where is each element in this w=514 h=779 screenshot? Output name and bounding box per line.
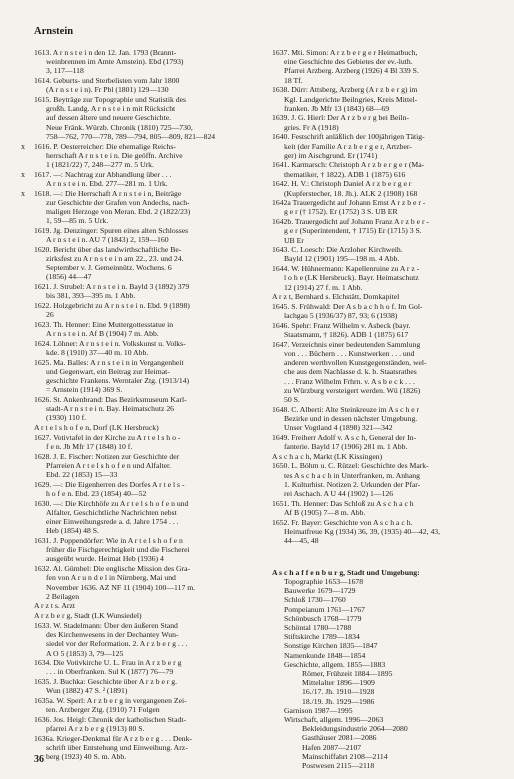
entry-line: Bezirke und in dessen nächster Umgebung. xyxy=(284,413,418,423)
bibliography-entry xyxy=(34,339,262,357)
entry-line: rei Aschach. A U 44 (1902) 1—126 xyxy=(284,489,394,499)
entry-line: Af B (1905) 7—8 m. Abb. xyxy=(284,507,366,517)
subject-index-item: 18./19. Jh. 1929—1986 xyxy=(302,696,375,706)
subject-index-item: Postwesen 2115—2118 xyxy=(302,761,375,771)
entry-line: von . . . Büchern . . . Kunstwerken . . . und xyxy=(284,349,415,358)
entry-line: geschichte Frankens. Werntaler Ztg. (1913/14) xyxy=(46,376,190,386)
subject-index-item: Schönbusch 1768—1779 xyxy=(284,613,362,623)
entry-line: 1622. Holzgebricht zu A r n s t e i n. Ebd. 9 (1898) xyxy=(34,300,190,310)
entry-line: 1646. Spehr: Franz Wilhelm v. Asbeck (bayr. xyxy=(272,320,411,330)
entry-line: (1930) 110 f. xyxy=(46,413,87,423)
subject-index-item: Mainschiffahrt 2108—2114 xyxy=(302,751,388,761)
bibliography-entry xyxy=(34,452,262,480)
bibliography-entry xyxy=(272,433,494,451)
entry-line: lachgau 5 (1936/37) 87, 93; 6 (1938) xyxy=(284,311,398,321)
bibliography-entry xyxy=(21,188,262,226)
entry-line: 1634. Die Votivkirche U. L. Frau in A r z b e r g xyxy=(34,658,182,668)
bibliography-entry xyxy=(272,85,494,113)
entry-line: 1640. Festschrift anläßlich der 100jährigen Tätig- xyxy=(272,132,425,142)
entry-line: Staatsmann, † 1826). ADB 1 (1875) 617 xyxy=(284,330,409,340)
entry-line: berg (1923) 40 S. m. Abb. xyxy=(46,752,127,762)
entry-line: franken. Jb Mfr 13 (1843) 68—69 xyxy=(284,103,390,113)
entry-line: 1642. H. V.: Christoph Daniel A r z b e r g e r xyxy=(272,179,412,189)
entry-line: ten. Arzberger Ztg. (1910) 71 Folgen xyxy=(46,705,160,715)
entry-line: A r z t, Bernhard s. Elchstätt, Domkapitel xyxy=(272,292,400,302)
entry-line: = Arnstein (1914) 369 S. xyxy=(46,385,123,395)
entry-line: 1628. J. E. Fischer: Notizen zur Geschichte der xyxy=(34,451,180,461)
entry-line: (1856) 44—47 xyxy=(46,272,92,282)
entry-line: herrschaft A r n s t e i n. Die geöffn. Archive xyxy=(46,150,183,160)
entry-line: 1644. W. Hühnermann: Kapellenruine zu A r z - xyxy=(272,264,420,274)
entry-line: . . . Franz Wilhelm Frhrn. v. A s b e c k . . . xyxy=(284,376,415,386)
entry-line: 1642a Trauergedicht auf Johann Ernst A r z b e r - xyxy=(272,198,426,208)
entry-line: g e r (Superintendent, † 1715) Er (1715) 3 S. xyxy=(284,226,422,236)
entry-line: 44—45, 48 xyxy=(284,536,319,546)
entry-line: ausgeübt wurde. Heimat Heb (1936) 4 xyxy=(46,554,164,564)
bibliography-entry xyxy=(272,302,494,320)
bibliography-entry xyxy=(272,340,494,404)
entry-line: 1647. Verzeichnis einer bedeutenden Sammlung xyxy=(272,339,421,349)
entry-line: 1635a. W. Sperl: A r z b e r g in vergangenen Zei- xyxy=(34,696,187,706)
entry-line: September v. J. Gemeinnütz. Wochens. 6 xyxy=(46,263,172,273)
subject-index-item: Hafen 2087—2107 xyxy=(302,742,362,752)
entry-line: A s c h a c h, Markt (LK Kissingen) xyxy=(272,451,383,461)
bibliography-entry xyxy=(34,677,262,695)
entry-line: 1637. Mti. Simon: A r z b e r g e r Heimatbuch, xyxy=(272,48,418,57)
entry-line: 1, 59—85 m. 5 Urk. xyxy=(46,216,109,226)
bibliography-entry xyxy=(34,564,262,601)
entry-line: 1625. Ma. Balles: A r n s t e i n in Vergangenheit xyxy=(34,357,184,367)
entry-line: UB Er xyxy=(284,235,304,245)
subject-index-item: Geschichte, allgem. 1855—1883 xyxy=(284,659,386,669)
bibliography-entry xyxy=(34,395,262,423)
entry-line: (Kupferstecher, 18. Jh.). ALK 2 (1908) 168 xyxy=(284,188,418,198)
entry-line: weinbrennen im Amte Arnstein). Ebd (1793) xyxy=(46,57,184,67)
entry-line: maligen Herzoge von Meran. Ebd. 2 (1822/23) xyxy=(46,206,191,216)
entry-line: 1630. —: Die Kirchhöfe zu A r t e l s h o f e n und xyxy=(34,498,189,508)
bibliography-entry xyxy=(34,301,262,319)
entry-line: stadt-A r n s t e i n. Bay. Heimatschutz 26 xyxy=(46,404,175,414)
entry-line: 1632. Al. Gümbel: Die englische Mission des Gra- xyxy=(34,564,191,574)
entry-line: A r z t s. Arzt xyxy=(34,601,75,611)
entry-line: bis 381, 393—395 m. 1 Abb. xyxy=(46,291,136,301)
bibliography-entry xyxy=(34,433,262,451)
subject-index-item: Wirtschaft, allgem. 1996—2063 xyxy=(284,715,384,725)
entry-line: Pfarrei Arzberg. Arzberg (1926) 4 Bl 339 S. xyxy=(284,66,419,76)
entry-line: Alfalter, Geschichtliche Nachrichten nebst xyxy=(46,507,177,517)
entry-line: 1627. Votivtafel in der Kirche zu A r t e l s h o - xyxy=(34,432,181,442)
entry-line: 1635. J. Buchka: Geschichte über A r z b e r g. xyxy=(34,677,178,687)
page-number: 36 xyxy=(34,754,44,765)
right-column xyxy=(272,48,494,770)
entry-line: Bayld 12 (1901) 195—198 m. 4 Abb. xyxy=(284,254,400,264)
bibliography-entry xyxy=(34,480,262,498)
entry-line: pfarrei A r z b e r g (1913) 80 S. xyxy=(46,724,145,734)
bibliography-entry xyxy=(34,715,262,733)
bibliography-entry xyxy=(272,452,494,461)
entry-line: 1641. Karmarsch: Christoph A r z b e r g e r (Ma- xyxy=(272,160,425,170)
margin-mark: x xyxy=(21,169,25,179)
bibliography-entry xyxy=(34,601,262,610)
bibliography-entry xyxy=(21,141,262,170)
bibliography-entry xyxy=(272,321,494,339)
bibliography-entry xyxy=(34,499,262,536)
bibliography-entry xyxy=(21,169,262,188)
bibliography-entry xyxy=(34,423,262,432)
entry-line: 1643. C. Loesch: Die Arzloher Kirchweih. xyxy=(272,245,403,255)
entry-line: 1650. L. Böhm u. C. Rützel: Geschichte des Mark- xyxy=(272,461,429,471)
bibliography-entry xyxy=(272,264,494,292)
bibliography-entry xyxy=(272,292,494,301)
entry-line: 1619. Jg. Denzinger: Spuren eines alten Schlosses xyxy=(34,225,189,235)
subject-index-item: Garnison 1987—1995 xyxy=(284,705,353,715)
entry-line: 1624. Löhner: A r n s t e i n. Volkskunst u. Volks- xyxy=(34,338,186,348)
subject-index-item: Namenkunde 1848—1854 xyxy=(284,650,366,660)
section-gap xyxy=(272,546,494,568)
entry-line: l o h e (LK Hersbruck). Bayr. Heimatschutz xyxy=(284,273,419,283)
entry-line: thematiker, † 1822). ADB 1 (1875) 616 xyxy=(284,169,406,179)
left-column xyxy=(21,48,262,762)
bibliography-entry xyxy=(34,658,262,676)
subject-index-title: A s c h a f f e n b u r g, Stadt und Umgebung: xyxy=(272,567,420,577)
bibliography-entry xyxy=(272,217,494,245)
entry-line: 2 Beilagen xyxy=(46,591,80,601)
entry-line: h o f e n. Ebd. 23 (1854) 40—52 xyxy=(46,489,147,499)
entry-line: 1620. Bericht über das landwirthschaftliche Be- xyxy=(34,244,182,254)
margin-mark: x xyxy=(21,188,25,198)
entry-line: tes A s c h a c h in Unterfranken, m. Anhang xyxy=(284,470,420,480)
entry-line: Wun (1882) 47 S. ² (1891) xyxy=(46,686,128,696)
entry-line: 1626. St. Ankenbrand: Das Bezirksmuseum Karl- xyxy=(34,395,187,405)
subject-index-list xyxy=(272,577,494,770)
entry-line: 26 xyxy=(46,310,54,320)
entry-line: 1 (1821/22) 7, 248—277 m. 5 Urk. xyxy=(46,159,154,169)
subject-index-item: Stiftskirche 1789—1834 xyxy=(284,632,360,642)
bibliography-entry xyxy=(272,179,494,197)
entry-line: 1645. S. Frühwald: Der A s b a c h h o f. Im Gol- xyxy=(272,301,423,311)
entry-line: Pfarreien A r t e l s h o f e n und Alfalter. xyxy=(46,460,172,470)
entry-line: schrift über Entstehung und Einweihung. Arz- xyxy=(46,743,188,753)
entry-line: Neue Fränk. Würzb. Chronik (1810) 725—730, xyxy=(46,122,193,132)
bibliography-entry xyxy=(272,245,494,263)
entry-line: g e r († 1752). Er (1752) 3 S. UB ER xyxy=(284,207,398,217)
entry-line: einer Einweihungsrede a. d. Jahre 1754 . . . xyxy=(46,517,179,527)
entry-line: fen von A r u n d e l in Nürnberg, Mai und xyxy=(46,573,176,583)
subject-index-item: 16./17. Jh. 1910—1928 xyxy=(302,687,375,697)
entry-line: A r n s t e i n. Af B (1904) 7 m. Abb. xyxy=(46,329,159,339)
entry-line: Heimatfreue Kg (1934) 36, 39, (1935) 40—42, 43, xyxy=(284,526,441,536)
subject-index-item: Gasthäuser 2081—2086 xyxy=(302,733,377,743)
subject-index-item: Sonstige Kirchen 1835—1847 xyxy=(284,641,378,651)
entry-line: f e n. Jb Mfr 17 (1848) 10 f. xyxy=(46,442,133,452)
entry-line: 1631. J. Poppendörfer: Wie in A r t e l s h o f e n xyxy=(34,536,183,546)
entry-line: 1636. Jos. Heigl: Chronik der katholischen Stadt- xyxy=(34,714,187,724)
subject-index-item: Topographie 1653—1678 xyxy=(284,576,364,586)
entry-line: A r n s t e i n. AU 7 (1843) 2, 159—160 xyxy=(46,235,169,245)
entry-line: anderen werthvollen Kunstgegenständen, wel- xyxy=(284,358,427,368)
bibliography-entry xyxy=(34,734,262,762)
entry-line: 758—762, 770—778, 789—794, 805—809, 821—824 xyxy=(46,131,216,141)
entry-line: 1. Kulturhist. Notizen 2. Urkunden der Pfar- xyxy=(284,479,421,489)
bibliography-entry xyxy=(34,95,262,141)
bibliography-entry xyxy=(272,461,494,498)
bibliography-entry xyxy=(272,198,494,216)
entry-line: großh. Landg. A r n s t e i n mit Rücksicht xyxy=(46,104,176,114)
entry-line: 1614. Geburts- und Sterbelisten vom Jahr 1800 xyxy=(34,76,180,86)
bibliography-entry xyxy=(34,282,262,300)
entry-line: 1642b. Trauergedicht auf Johann Franz A r z b e r - xyxy=(272,217,429,227)
right-entries xyxy=(272,48,494,545)
entry-line: früher die Fischgerechtigkeit und die Fischerei xyxy=(46,545,190,555)
entry-line: 1651. Th. Henner: Das Schloß zu A s c h a c h xyxy=(272,498,414,508)
entry-line: 1613. A r n s t e i n den 12. Jan. 1793 (Brannt- xyxy=(34,48,177,57)
entry-line: A r z b e r g, Stadt (LK Wunsiedel) xyxy=(34,611,142,621)
entry-line: 1633. W. Stadelmann: Über den äußeren Stand xyxy=(34,620,178,630)
entry-line: 1636a. Krieger-Denkmal für A r z b e r g . . . Denk- xyxy=(34,733,193,743)
bibliography-entry xyxy=(34,76,262,94)
entry-line: Heb (1854) 48 S. xyxy=(46,526,99,536)
bibliography-entry xyxy=(34,320,262,338)
entry-line: 1638. Dürr: Attsberg, Arzberg (A r z b e r g) im xyxy=(272,85,418,95)
entry-line: A r n s t e i n. Ebd. 277—281 m. 1 Urk. xyxy=(46,178,168,188)
entry-line: fanterie. Bayld 17 (1906) 281 m. 1 Abb. xyxy=(284,442,408,452)
entry-line: auf dessen ältere und neuere Geschichte. xyxy=(46,113,172,123)
entry-line: keit (der Familie A r z b e r g e r, Artzber- xyxy=(284,141,412,151)
entry-line: 1648. C. Alberti: Alte Steinkreuze im A s c h e r xyxy=(272,404,420,414)
entry-line: Kgl. Landgerichte Beilngries, Kreis Mittel- xyxy=(284,94,418,104)
bibliography-entry xyxy=(34,696,262,714)
entry-line: kde. 8 (1910) 37—40 m. 10 Abb. xyxy=(46,348,149,357)
bibliography-entry xyxy=(34,611,262,620)
subject-index-item: Mittelalter 1896—1909 xyxy=(302,678,375,688)
entry-line: November 1636. AZ NF 11 (1904) 100—117 m. xyxy=(46,582,196,592)
entry-line: Ebd. 22 (1853) 15—33 xyxy=(46,470,118,480)
bibliography-entry xyxy=(272,518,494,546)
entry-line: 1623. Th. Henner: Eine Muttergottesstatue in xyxy=(34,319,174,329)
entry-line: ger) im Aischgrund. Er (1741) xyxy=(284,150,378,160)
subject-index-item: Schöntal 1780—1788 xyxy=(284,622,352,632)
entry-line: A O 5 (1853) 3, 79—125 xyxy=(46,648,124,658)
entry-line: 1618. —: Die Herrschaft A r n s t e i n, Beiträge xyxy=(34,188,182,198)
entry-line: Unser Vogtland 4 (1898) 321—342 xyxy=(284,423,393,433)
entry-line: 3, 117—118 xyxy=(46,66,84,76)
entry-line: 18 Tf. xyxy=(284,75,303,85)
entry-line: eine Geschichte des Gebietes der ev.-luth. xyxy=(284,57,413,67)
bibliography-entry xyxy=(272,48,494,85)
entry-line: 1652. Fr. Bayer: Geschichte von A s c h a c h. xyxy=(272,517,413,527)
bibliography-entry xyxy=(272,499,494,517)
bibliography-entry xyxy=(34,358,262,395)
entry-line: zirksfest zu A r n s t e i n am 22., 23. und 24. xyxy=(46,253,184,263)
entry-line: 12 (1914) 27 f. m. 1 Abb. xyxy=(284,282,363,292)
entry-line: 1639. J. G. Hierl: Der A r z b e r g bei Beiln- xyxy=(272,113,410,123)
bibliography-entry xyxy=(272,113,494,131)
entry-line: gries. Fr A (1918) xyxy=(284,122,339,132)
entry-line: zu Würzburg versteigert werden. Wü (1826) xyxy=(284,385,421,395)
entry-line: 1629. —: Die Eigenherren des Dorfes A r t e l s - xyxy=(34,479,185,489)
bibliography-entry xyxy=(34,621,262,658)
subject-index-item: Pompeianum 1761—1767 xyxy=(284,604,365,614)
bibliography-entry xyxy=(34,536,262,564)
subject-index-item: Schloß 1730—1760 xyxy=(284,595,346,605)
entry-line: (A r n s t e i n). Fr Pbl (1801) 129—130 xyxy=(46,85,169,95)
entry-line: 50 S. xyxy=(284,395,300,405)
entry-line: A r t e l s h o f e n, Dorf (LK Hersbruck) xyxy=(34,423,159,433)
subject-index-item: Römer, Frühzeit 1884—1895 xyxy=(302,669,393,678)
entry-line: . . . in Oberfranken. Sul K (1877) 76—79 xyxy=(46,667,174,677)
entry-line: 1621. J. Strubel: A r n s t e i n. Bayld 3 (1892) 379 xyxy=(34,282,190,292)
subject-index-item: Bekleidungsindustrie 2064—2080 xyxy=(302,724,408,734)
entry-line: 1649. Freiherr Adolf v. A s c h, General der In- xyxy=(272,432,417,442)
bibliography-entry xyxy=(34,48,262,76)
margin-mark: x xyxy=(21,141,25,151)
entry-line: che aus dem Nachlasse d. k. b. Staatsrathes xyxy=(284,367,417,377)
bibliography-entry xyxy=(272,160,494,178)
entry-line: 1617. —: Nachtrag zur Abhandlung über . . . xyxy=(34,169,172,179)
entry-line: 1616. P. Oesterreicher: Die ehemalige Reichs- xyxy=(34,141,176,151)
subject-index-item: Bauwerke 1679—1729 xyxy=(284,586,356,596)
bibliography-entry xyxy=(272,132,494,160)
entry-line: des Kirchenwesens in der Dechantey Wun- xyxy=(46,630,179,640)
bibliography-entry xyxy=(34,226,262,244)
entry-line: und Gegenwart, ein Beitrag zur Heimat- xyxy=(46,366,170,376)
bibliography-entry xyxy=(272,405,494,433)
entry-line: zur Geschichte der Grafen von Andechs, nach- xyxy=(46,197,190,207)
entry-line: siedel vor der Reformation. 2. A r z b e r g . . . xyxy=(46,639,188,649)
bibliography-entry xyxy=(34,245,262,282)
entry-line: 1615. Beyträge zur Topographie und Statistik des xyxy=(34,95,186,105)
running-head: Arnstein xyxy=(34,26,74,37)
